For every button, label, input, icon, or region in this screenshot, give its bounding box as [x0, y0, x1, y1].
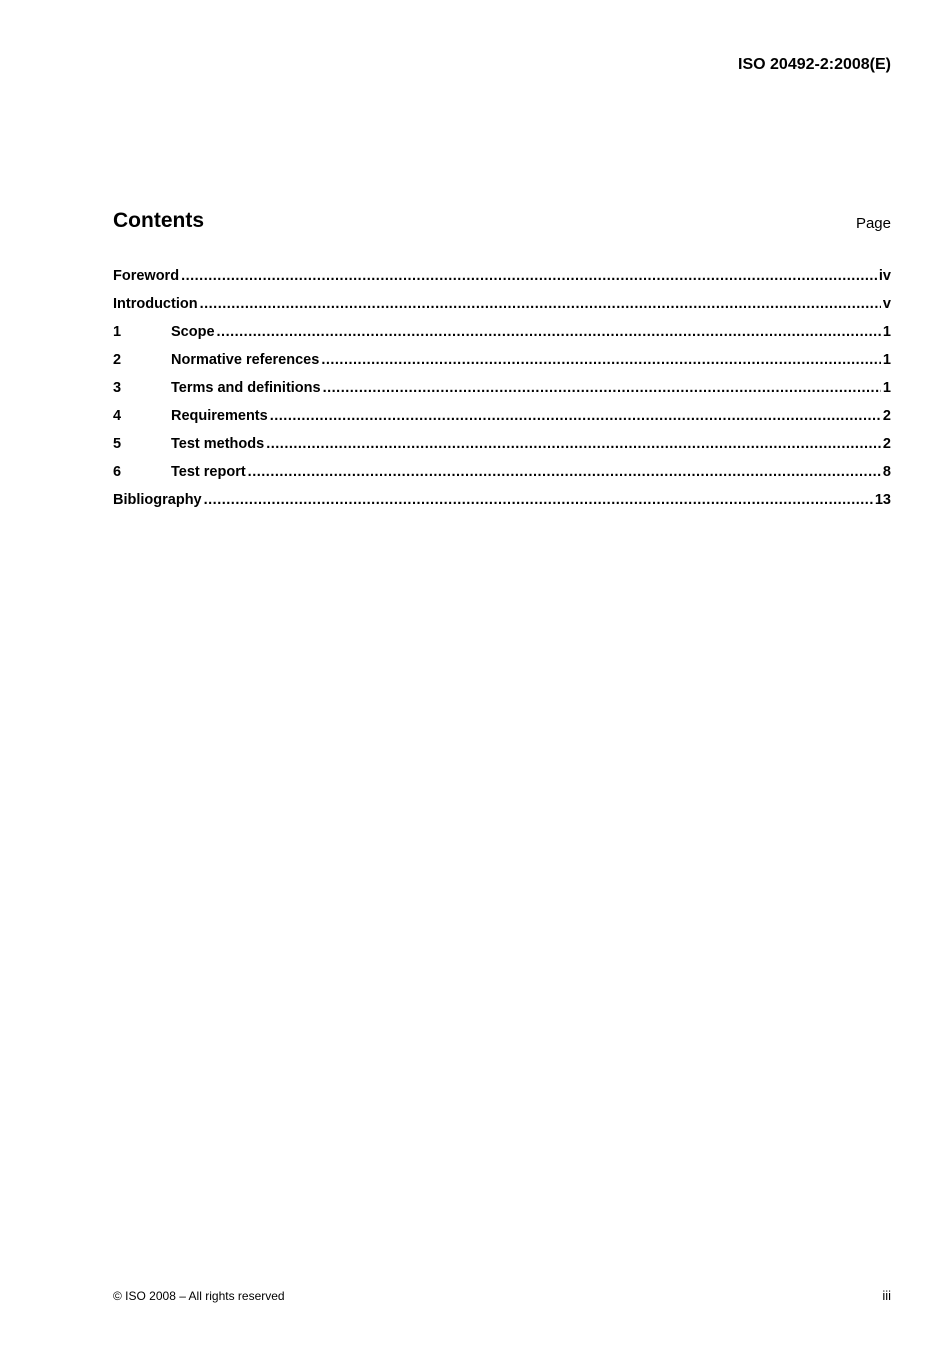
toc-entry-title: Terms and definitions — [171, 380, 321, 396]
toc-dot-leader — [204, 492, 873, 508]
document-id: ISO 20492-2:2008(E) — [738, 56, 891, 73]
toc-entry-page: 1 — [882, 324, 891, 340]
footer-page-number: iii — [882, 1288, 891, 1303]
toc-dot-leader — [270, 408, 881, 424]
toc-entry-title: Foreword — [113, 268, 180, 284]
toc-entry-test-report[interactable] — [113, 464, 891, 492]
toc-entry-title: Introduction — [113, 296, 198, 312]
toc-entry-title: Test methods — [171, 436, 265, 452]
toc-entry-page: 13 — [874, 492, 891, 508]
toc-entry-requirements[interactable] — [113, 408, 891, 436]
toc-entry-bibliography[interactable] — [113, 492, 891, 520]
toc-entry-test-methods[interactable] — [113, 436, 891, 464]
footer-copyright: © ISO 2008 – All rights reserved — [113, 1289, 285, 1303]
toc-dot-leader — [248, 464, 881, 480]
toc-entry-number: 5 — [113, 436, 122, 452]
toc-entry-title: Requirements — [171, 408, 268, 424]
toc-entry-number: 3 — [113, 380, 122, 396]
toc-entry-terms-and-definitions[interactable] — [113, 380, 891, 408]
toc-dot-leader — [266, 436, 881, 452]
toc-entry-foreword[interactable] — [113, 268, 891, 296]
toc-entry-number: 6 — [113, 464, 122, 480]
toc-entry-page: 8 — [882, 464, 891, 480]
toc-entry-introduction[interactable] — [113, 296, 891, 324]
toc-dot-leader — [217, 324, 881, 340]
toc-entry-number: 1 — [113, 324, 122, 340]
toc-entry-number: 4 — [113, 408, 122, 424]
toc-entry-number: 2 — [113, 352, 122, 368]
toc-entry-page: 2 — [882, 436, 891, 452]
toc-entry-scope[interactable] — [113, 324, 891, 352]
toc-entry-page: iv — [878, 268, 891, 284]
toc-entry-page: 1 — [882, 380, 891, 396]
toc-entry-title: Scope — [171, 324, 215, 340]
toc-entry-normative-references[interactable] — [113, 352, 891, 380]
contents-title: Contents — [113, 209, 204, 232]
page-column-label: Page — [855, 215, 891, 232]
table-of-contents — [113, 268, 891, 520]
toc-dot-leader — [200, 296, 881, 312]
toc-entry-page: v — [882, 296, 891, 312]
toc-entry-page: 1 — [882, 352, 891, 368]
toc-dot-leader — [321, 352, 881, 368]
toc-dot-leader — [323, 380, 881, 396]
toc-entry-title: Test report — [171, 464, 246, 480]
toc-entry-title: Bibliography — [113, 492, 202, 508]
toc-entry-page: 2 — [882, 408, 891, 424]
toc-dot-leader — [181, 268, 877, 284]
toc-entry-title: Normative references — [171, 352, 320, 368]
